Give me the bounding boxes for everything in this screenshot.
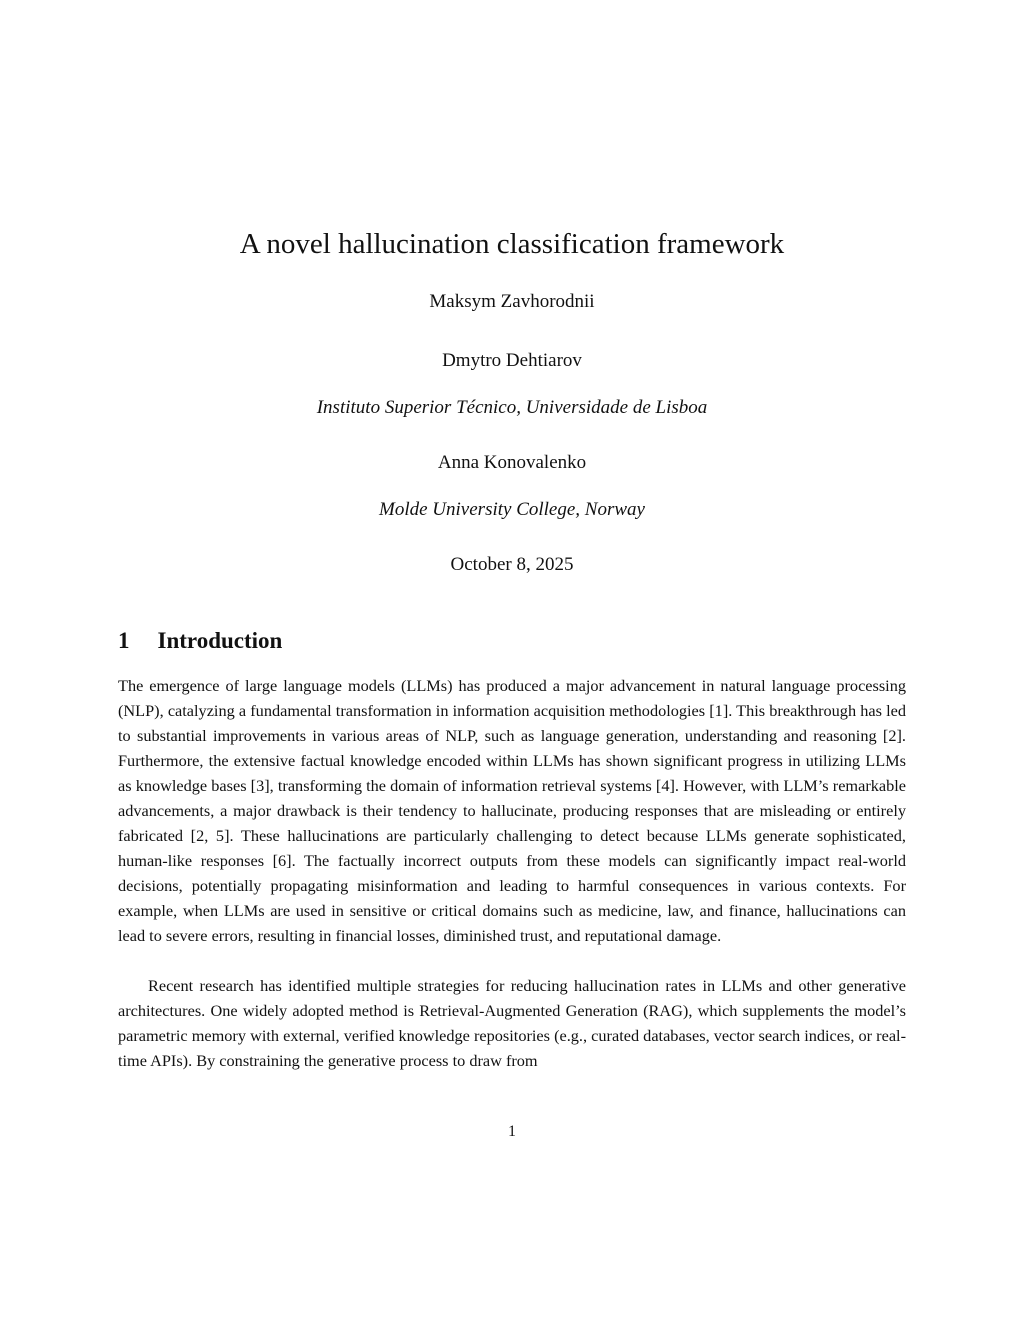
paper-date: October 8, 2025 xyxy=(450,554,574,575)
section-number: 1 xyxy=(118,628,130,653)
author-name: Maksym Zavhorodnii xyxy=(429,291,595,312)
section-heading xyxy=(118,626,282,656)
author-name: Anna Konovalenko xyxy=(437,452,587,473)
author-name: Dmytro Dehtiarov xyxy=(442,350,582,371)
author-affiliation: Molde University College, Norway xyxy=(379,499,645,520)
page-number: 1 xyxy=(508,1123,516,1140)
paragraph: Recent research has identified multiple strategies for reducing hallucination rates in LLMs and other generative architectures. One widely adopted method is Retrieval-Augmented Generation (RAG), which supplements the model’s parametric memory with external, verified knowledge repositories (e.g., curated databases, vector search indices, or real-time APIs). By constraining the generative process to draw from xyxy=(118,976,906,1070)
section-title: Introduction xyxy=(157,628,283,653)
paragraph: The emergence of large language models (LLMs) has produced a major advancement in natural language processing (NLP), catalyzing a fundamental transformation in information acquisition methodologies [1]. This breakthrough has led to substantial improvements in various areas of NLP, such as language generation, understanding and reasoning [2]. Furthermore, the extensive factual knowledge encoded within LLMs has shown significant progress in utilizing LLMs as knowledge bases [3], transforming the domain of information retrieval systems [4]. However, with LLM’s remarkable advancements, a major drawback is their tendency to hallucinate, producing responses that are misleading or entirely fabricated [2, 5]. These hallucinations are particularly challenging to detect because LLMs generate sophisticated, human-like responses [6]. The factually incorrect outputs from these models can significantly impact real-world decisions, potentially propagating misinformation and leading to harmful consequences in various contexts. For example, when LLMs are used in sensitive or critical domains such as medicine, law, and finance, hallucinations can lead to severe errors, resulting in financial losses, diminished trust, and reputational damage. xyxy=(118,676,906,945)
paper-title: A novel hallucination classification framework xyxy=(239,228,785,260)
author-affiliation: Instituto Superior Técnico, Universidade de Lisboa xyxy=(316,397,708,418)
